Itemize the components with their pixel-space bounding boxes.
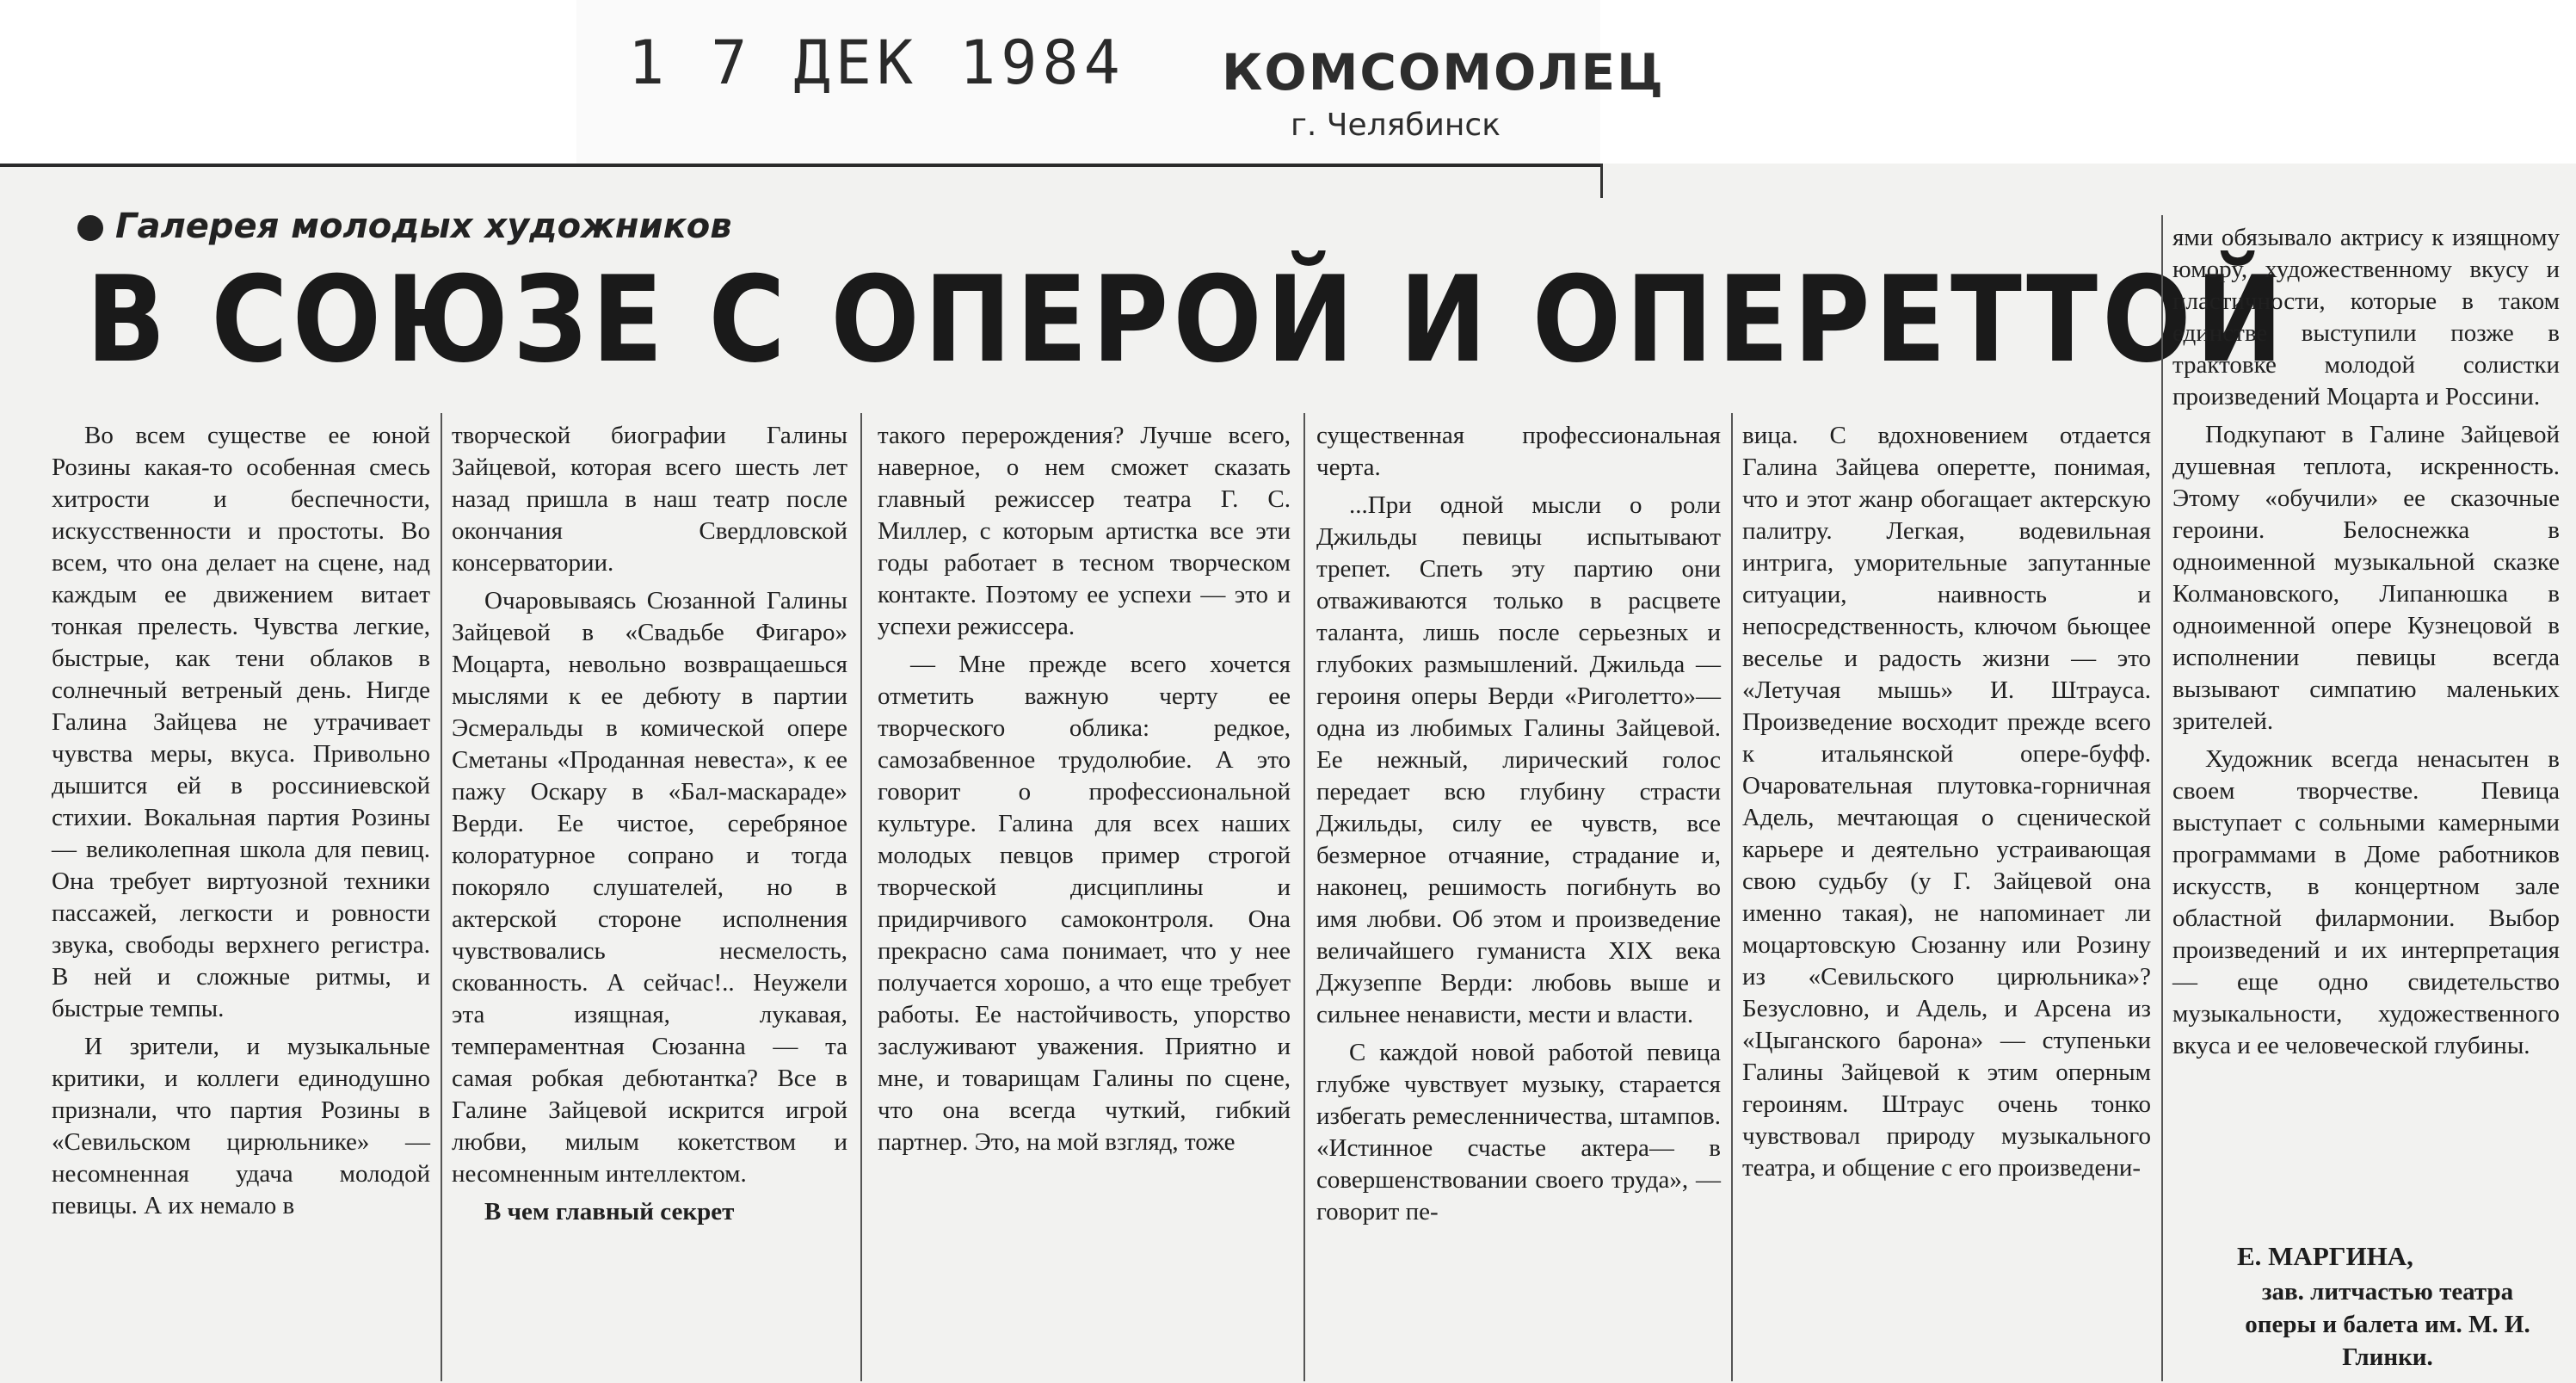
subheading: В чем главный секрет	[484, 1198, 735, 1226]
author-name: Е. МАРГИНА,	[2237, 1241, 2413, 1271]
paragraph: ями обязывало актрису к изящному юмору, художественному вкусу и пластичности, которые в таком единстве выступили позже в трактовке молодой солистки произведений Моцарта и Россини.	[2172, 224, 2560, 411]
column-divider	[2161, 215, 2163, 1381]
column-divider	[1731, 413, 1733, 1381]
column-divider	[441, 413, 442, 1381]
paragraph: вица. С вдохновением отдается Галина Зайцева оперетте, понимая, что и этот жанр обогащает актерскую палитру. Легкая, водевильная интрига, уморительные запутанные ситуации, наивность и непосредственность, ключом бьющее веселье и радость жизни — это «Летучая мышь» И. Штрауса. Произведение восходит прежде всего к итальянской опере-буфф. Очаровательная плутовка-горничная Адель, мечтающая о сценической карьере и деятельно устраивающая свою судьбу (у Г. Зайцевой она именно такая), не напоминает ли моцартовскую Сюзанну или Розину из «Севильского цирюльника»? Безусловно, и Адель, и Арсена из «Цыганского барона» — ступеньки Галины Зайцевой к этим оперным героиням. Штраус очень тонко чувствовал природу музыкального театра, и общение с его произведени-	[1742, 422, 2151, 1182]
article-column-5	[1742, 420, 2151, 1190]
newspaper-city: г. Челябинск	[1291, 108, 1501, 143]
paragraph: И зрители, и музыкальные критики, и коллеги единодушно признали, что партия Розины в «Севильском цирюльнике» — несомненная удача молодой певицы. А их немало в	[52, 1033, 430, 1219]
article-column-6	[2172, 222, 2560, 1068]
newspaper-name: КОМСОМОЛЕЦ	[1222, 43, 1665, 102]
paragraph: Подкупают в Галине Зайцевой душевная теплота, искренность. Этому «обучили» ее сказочные героини. Белоснежка в одноименной музыкальной сказке Колмановского, Липанюшка в одноименной опере Кузнецовой в исполнении певицы всегда вызывают симпатию маленьких зрителей.	[2172, 421, 2560, 735]
article-column-3	[878, 420, 1291, 1164]
paragraph: ...При одной мысли о роли Джильды певицы испытывают трепет. Спеть эту партию они отваживаются только в расцвете таланта, лишь после серьезных и глубоких размышлений. Джильда — героиня оперы Верди «Риголетто»—одна из любимых Галины Зайцевой. Ее нежный, лирический голос передает всю глубину страсти Джильды, силу ее чувств, все безмерное отчаяние, страдание и, наконец, решимость погибнуть во имя любви. Об этом и произведение величайшего гуманиста XIX века Джузеппе Верди: любовь выше и сильнее ненависти, мести и власти.	[1316, 491, 1721, 1028]
headline: В СОЮЗЕ С ОПЕРОЙ И ОПЕРЕТТОЙ	[86, 250, 2288, 389]
paragraph: С каждой новой работой певица глубже чувствует музыку, старается избегать ремесленничества, штампов. «Истинное счастье актера— в совершенствовании своего труда», — говорит пе-	[1316, 1039, 1721, 1226]
author-title: зав. литчастью театра оперы и балета им. М. И. Глинки.	[2245, 1278, 2530, 1371]
paragraph: существенная профессиональная черта.	[1316, 422, 1721, 481]
article-column-2	[452, 420, 847, 1234]
paragraph: Художник всегда ненасытен в своем творчестве. Певица выступает с сольными камерными программами в Доме работников искусств, в концертном зале областной филармонии. Выбор произведений и их интерпретация — еще одно свидетельство музыкальности, художественного вкуса и ее человеческой глубины.	[2172, 745, 2560, 1059]
rubric	[77, 207, 732, 246]
article-column-4	[1316, 420, 1721, 1234]
paragraph: Очаровываясь Сюзанной Галины Зайцевой в «Свадьбе Фигаро» Моцарта, невольно возвращаешься мыслями к ее дебюту в партии Эсмеральды в комической опере Сметаны «Проданная невеста», к ее пажу Оскару в «Бал-маскараде» Верди. Ее чистое, серебряное колоратурное сопрано и тогда покоряло слушателей, но в актерской стороне исполнения чувствовались несмелость, скованность. А сейчас!.. Неужели эта изящная, лукавая, темпераментная Сюзанна — та самая робкая дебютантка? Все в Галине Зайцевой искрится игрой любви, милым кокетством и несомненным интеллектом.	[452, 587, 847, 1188]
bullet-icon	[77, 215, 103, 241]
paragraph: Во всем существе ее юной Розины какая-то особенная смесь хитрости и беспечности, искусственности и простоты. Во всем, что она делает на сцене, над каждым ее движением витает тонкая прелесть. Чувства легкие, быстрые, как тени облаков в солнечный ветреный день. Нигде Галина Зайцева не утрачивает чувства меры, вкуса. Привольно дышится ей в россиниевской стихии. Вокальная партия Розины — великолепная школа для певиц. Она требует виртуозной техники пассажей, легкости и ровности звука, свободы верхнего регистра. В ней и сложные ритмы, и быстрые темпы.	[52, 422, 430, 1022]
paragraph: такого перерождения? Лучше всего, наверное, о нем сможет сказать главный режиссер театра Г. С. Миллер, с которым артистка все эти годы работает в тесном творческом контакте. Поэтому ее успехи — это и успехи режиссера.	[878, 422, 1291, 640]
date-stamp: 1 7 ДЕК 1984	[628, 28, 1125, 98]
column-divider	[1303, 413, 1305, 1381]
paragraph: — Мне прежде всего хочется отметить важную черту ее творческого облика: редкое, самозабвенное трудолюбие. А это говорит о профессиональной культуре. Галина для всех наших молодых певцов пример строгой творческой дисциплины и придирчивого самоконтроля. Она прекрасно сама понимает, что у нее получается хорошо, а что еще требует работы. Ее настойчивость, упорство заслуживают уважения. Приятно и мне, и товарищам Галины по сцене, что она всегда чуткий, гибкий партнер. Это, на мой взгляд, тоже	[878, 651, 1291, 1156]
column-divider	[860, 413, 862, 1381]
header-rule	[0, 164, 1600, 167]
rubric-text: Галерея молодых художников	[115, 207, 732, 246]
paragraph: творческой биографии Галины Зайцевой, которая всего шесть лет назад пришла в наш театр после окончания Свердловской консерватории.	[452, 422, 847, 577]
header-rule-corner	[1600, 164, 1603, 198]
article-column-1	[52, 420, 430, 1228]
